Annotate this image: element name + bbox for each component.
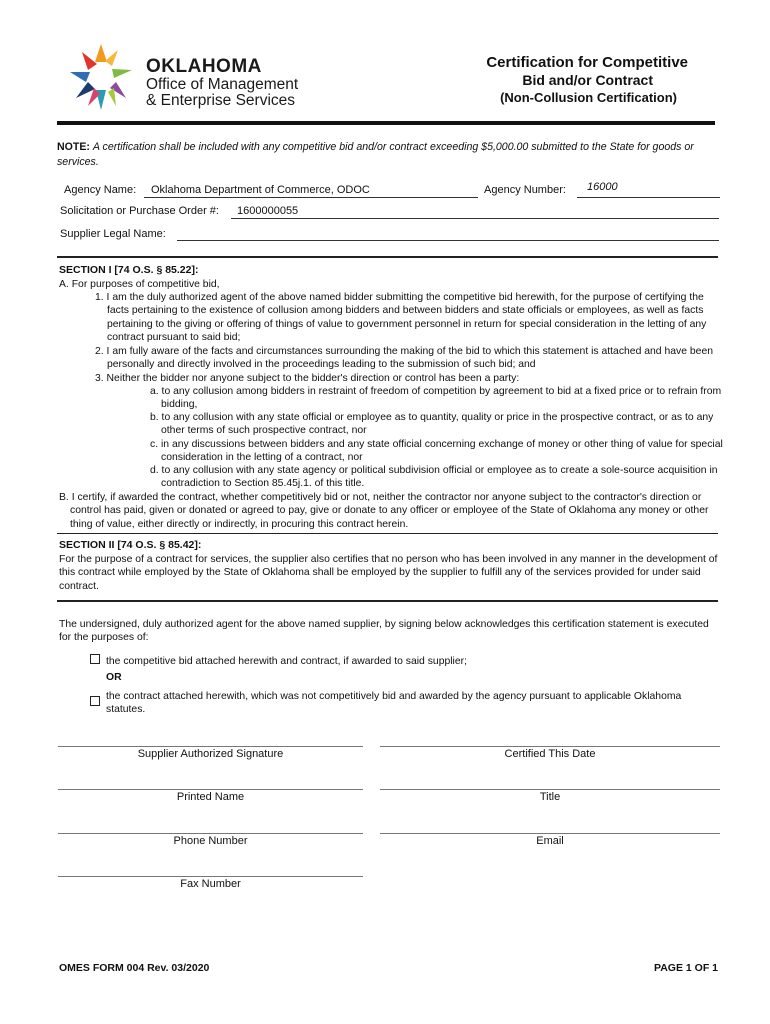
phone-number-line[interactable] <box>58 833 363 834</box>
certified-date-line[interactable] <box>380 746 720 747</box>
printed-name-line[interactable] <box>58 789 363 790</box>
note-text: A certification shall be included with any competitive bid and/or contract exceeding $5,000.00 submitted to the State for goods or services. <box>57 141 694 168</box>
section2-divider <box>57 600 718 602</box>
acknowledgement-paragraph: The undersigned, duly authorized agent for the above named supplier, by signing below acknowledges this certification statement is executed for the purposes of: <box>59 619 709 644</box>
certified-date-label: Certified This Date <box>504 748 596 760</box>
form-title-line3: (Non-Collusion Certification) <box>500 90 677 105</box>
section1-sub-d: d. to any collusion with any state agency or political subdivision official or employee as to create a sole-source acquisition in contradiction to Section 85.45j.1. of this title. <box>150 465 718 490</box>
supplier-name-line <box>177 240 719 241</box>
section2-heading: SECTION II [74 O.S. § 85.42]: <box>59 539 202 551</box>
header-divider <box>57 121 715 125</box>
agency-number-line <box>577 197 720 198</box>
fax-number-label: Fax Number <box>180 878 241 890</box>
form-id-footer: OMES FORM 004 Rev. 03/2020 <box>59 962 210 974</box>
section1-divider <box>57 533 718 534</box>
non-competitive-contract-option: the contract attached herewith, which was not competitively bid and awarded by the agency pursuant to applicable Oklahoma statutes. <box>106 691 682 716</box>
logo-subtitle-line1: Office of Management <box>146 76 299 93</box>
logo-petal-green <box>112 69 132 78</box>
logo-petal-red <box>82 52 97 70</box>
logo-petal-yellow <box>105 50 118 66</box>
solicitation-line <box>231 218 719 219</box>
printed-name-label: Printed Name <box>176 791 245 803</box>
note-label: NOTE: <box>57 141 90 153</box>
fax-number-line[interactable] <box>58 876 363 877</box>
omes-logo <box>68 42 134 112</box>
agency-name-label: Agency Name: <box>64 184 137 196</box>
section1-a-intro: A. For purposes of competitive bid, <box>59 279 220 290</box>
agency-number-label: Agency Number: <box>484 184 566 196</box>
logo-subtitle-line2: & Enterprise Services <box>146 92 296 109</box>
non-competitive-contract-checkbox[interactable] <box>90 696 100 706</box>
form-title-line2: Bid and/or Contract <box>522 72 653 88</box>
competitive-bid-option: the competitive bid attached herewith and contract, if awarded to said supplier; <box>106 656 467 667</box>
section1-sub-b: b. to any collusion with any state official or employee as to quantity, quality or price in the prospective contract, or as to any other terms of such prospective contract, nor <box>150 412 714 437</box>
competitive-bid-checkbox[interactable] <box>90 654 100 664</box>
email-label: Email <box>536 835 564 847</box>
solicitation-label: Solicitation or Purchase Order #: <box>60 205 219 217</box>
logo-wordmark: OKLAHOMA <box>146 56 262 77</box>
title-label: Title <box>539 791 561 803</box>
note-paragraph <box>57 140 719 170</box>
agency-number-field[interactable]: 16000 <box>587 181 618 193</box>
supplier-name-label: Supplier Legal Name: <box>60 228 166 240</box>
section1-b-paragraph: B. I certify, if awarded the contract, whether competitively bid or not, neither the contractor nor anyone subject to the contractor's direction or control has paid, given or donated or agreed to pay, give or donate to any officer or employee of the State of Oklahoma any money or other thing of value, either directly or indirectly, in procuring this contract herein. <box>59 492 709 530</box>
section1-heading: SECTION I [74 O.S. § 85.22]: <box>59 264 199 276</box>
solicitation-field[interactable]: 1600000055 <box>237 205 299 217</box>
form-title-line1: Certification for Competitive <box>486 54 688 71</box>
section2-paragraph: For the purpose of a contract for services, the supplier also certifies that no person who has been involved in any manner in the development of this contract while employed by the State of Oklahoma shall be employed by the supplier to fulfill any of the services provided for under said contract. <box>59 554 718 592</box>
email-line[interactable] <box>380 833 720 834</box>
agency-name-line <box>144 197 478 198</box>
supplier-signature-label: Supplier Authorized Signature <box>137 748 284 760</box>
logo-petal-blue-left <box>70 72 90 82</box>
supplier-signature-line[interactable] <box>58 746 363 747</box>
title-line[interactable] <box>380 789 720 790</box>
section1-sub-a: a. to any collusion among bidders in restraint of freedom of competition by agreement to bid at a fixed price or to refrain from bidding, <box>150 386 722 411</box>
or-label: OR <box>106 672 122 683</box>
fields-divider <box>57 256 718 258</box>
section1-sub-c: c. in any discussions between bidders and any state official concerning exchange of money or other thing of value for special consideration in the letting of a contract, nor <box>150 439 723 464</box>
phone-number-label: Phone Number <box>173 835 248 847</box>
page-number-footer: PAGE 1 OF 1 <box>654 962 718 974</box>
section1-item3: 3. Neither the bidder nor anyone subject to the bidder's direction or control has been a party: <box>95 373 520 384</box>
section1-item2: 2. I am fully aware of the facts and circumstances surrounding the making of the bid to which this statement is attached and have been personally and directly involved in the proceedings leading to the submission of such bid; and <box>95 346 714 371</box>
agency-name-field[interactable]: Oklahoma Department of Commerce, ODOC <box>151 184 370 196</box>
logo-petal-orange <box>95 44 107 62</box>
section1-item1: 1. I am the duly authorized agent of the above named bidder submitting the competitive bid herewith, for the purpose of certifying the facts pertaining to the existence of collusion among bidders and between bidders and state officials or employees, as well as facts pertaining to the giving or offering of things of value to government personnel in return for special consideration in the letting of any contract pursuant to said bid; <box>95 292 707 344</box>
